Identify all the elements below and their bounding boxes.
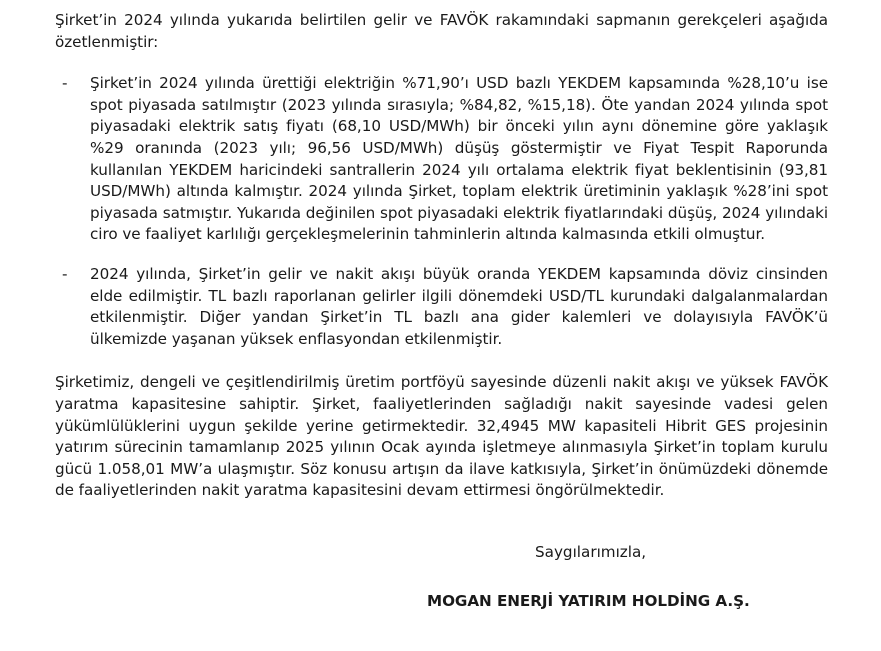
- bullet-text-electricity-sales: Şirket’in 2024 yılında ürettiği elektriğin %71,90’ı USD bazlı YEKDEM kapsamında %28,10’u ise spot piyasada satılmıştır (2023 yılında sırasıyla; %84,82, %15,18). Öte yandan 2024 yılında spot piyasadaki elektrik satış fiyatı (68,10 USD/MWh) bir önceki yılın aynı dönemine göre yaklaşık %29 oranında (2023 yılı; 96,56 USD/MWh) düşüş göstermiştir ve Fiyat Tespit Raporunda kullanılan YEKDEM haricindeki santrallerin 2024 yılı ortalama elektrik fiyat beklentisinin (93,81 USD/MWh) altında kalmıştır. 2024 yılında Şirket, toplam elektrik üretiminin yaklaşık %28’ini spot piyasada satmıştır. Yukarıda değinilen spot piyasadaki elektrik fiyatlarındaki düşüş, 2024 yılındaki ciro ve faaliyet karlılığı gerçekleşmelerinin tahminlerin altında kalmasında etkili olmuştur.: [90, 74, 828, 244]
- list-item: [55, 73, 828, 246]
- bullet-dash-marker: -: [62, 74, 68, 93]
- signature-regards: Saygılarımızla,: [535, 542, 647, 561]
- intro-paragraph: Şirket’in 2024 yılında yukarıda belirtilen gelir ve FAVÖK rakamındaki sapmanın gerekçeleri aşağıda özetlenmiştir:: [55, 11, 828, 51]
- bullet-text-currency-inflation: 2024 yılında, Şirket’in gelir ve nakit akışı büyük oranda YEKDEM kapsamında döviz cinsinden elde edilmiştir. TL bazlı raporlanan gelirler ilgili dönemdeki USD/TL kurundaki dalgalanmalardan etkilenmiştir. Diğer yandan Şirket’in TL bazlı ana gider kalemleri ve dolayısıyla FAVÖK’ü ülkemizde yaşanan yüksek enflasyondan etkilenmiştir.: [90, 264, 828, 348]
- list-item: [55, 264, 828, 350]
- signature-company-name: MOGAN ENERJİ YATIRIM HOLDİNG A.Ş.: [427, 592, 750, 611]
- signature-block: [55, 542, 828, 613]
- closing-paragraph: Şirketimiz, dengeli ve çeşitlendirilmiş üretim portföyü sayesinde düzenli nakit akışı ve yüksek FAVÖK yaratma kapasitesine sahiptir. Şirket, faaliyetlerinden sağladığı nakit sayesinde vadesi gelen yükümlülüklerini uygun şekilde yerine getirmektedir. 32,4945 MW kapasiteli Hibrit GES projesinin yatırım sürecinin tamamlanıp 2025 yılının Ocak ayında işletmeye alınmasıyla Şirket’in toplam kurulu gücü 1.058,01 MW’a ulaşmıştır. Söz konusu artışın da ilave katkısıyla, Şirket’in önümüzdeki dönemde de faaliyetlerinden nakit yaratma kapasitesini devam ettirmesi öngörülmektedir.: [55, 373, 828, 500]
- reasons-bullet-list: [55, 73, 828, 350]
- bullet-dash-marker: -: [62, 264, 68, 283]
